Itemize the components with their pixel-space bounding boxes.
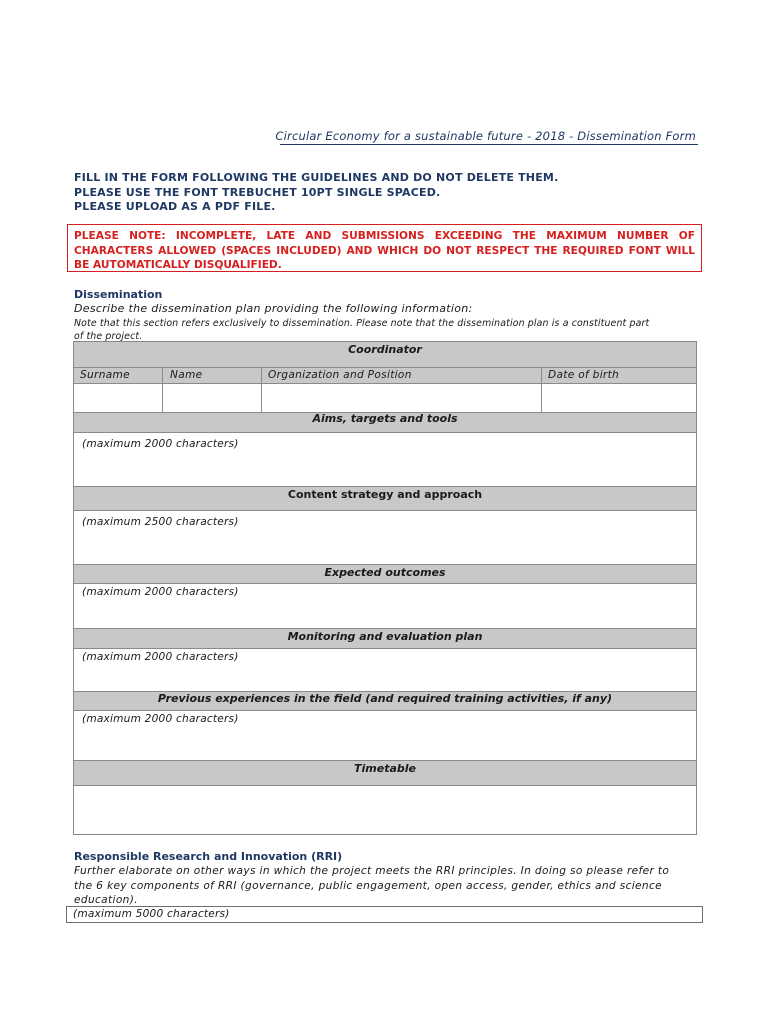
- guideline-line: PLEASE USE THE FONT TREBUCHET 10PT SINGLE SPACED.: [74, 185, 441, 199]
- section-band-expected-outcomes: [74, 565, 696, 584]
- column-divider: [541, 368, 542, 383]
- section-hint: (maximum 2000 characters): [82, 651, 239, 663]
- header-divider: [280, 144, 698, 145]
- section-field-previous-experiences[interactable]: [74, 711, 696, 761]
- section-band-content-strategy: [74, 487, 696, 511]
- column-name: Name: [170, 369, 203, 381]
- section-field-expected-outcomes[interactable]: [74, 584, 696, 629]
- dissemination-heading: Dissemination: [74, 288, 163, 301]
- section-field-monitoring[interactable]: [74, 649, 696, 692]
- coordinator-band: [74, 342, 696, 368]
- column-surname: Surname: [80, 369, 130, 381]
- rri-description-line: the 6 key components of RRI (governance, public engagement, open access, gender, ethics and science: [74, 879, 663, 892]
- surname-field[interactable]: [74, 384, 162, 412]
- disqualification-notice: PLEASE NOTE: INCOMPLETE, LATE AND SUBMISSIONS EXCEEDING THE MAXIMUM NUMBER OF CHARACTERS ALLOWED (SPACES INCLUDED) AND WHICH DO NOT RESPECT THE REQUIRED FONT WILL BE AUTOMATICALLY DISQUALIFIED.: [67, 224, 702, 272]
- column-organization: Organization and Position: [268, 369, 412, 381]
- column-divider: [162, 368, 163, 383]
- form-header-title: Circular Economy for a sustainable future - 2018 - Dissemination Form: [275, 129, 696, 143]
- dissemination-form-table: [73, 341, 697, 835]
- guidelines-block: [74, 171, 558, 215]
- rri-description-line: Further elaborate on other ways in which the project meets the RRI principles. In doing so please refer to: [74, 865, 670, 877]
- section-title: Timetable: [354, 762, 416, 775]
- date-of-birth-field[interactable]: [542, 384, 696, 412]
- rri-field[interactable]: [66, 906, 703, 923]
- coordinator-input-row: [74, 384, 696, 413]
- rri-hint: (maximum 5000 characters): [73, 908, 230, 920]
- name-field[interactable]: [163, 384, 261, 412]
- rri-description: [74, 864, 698, 908]
- rri-heading: Responsible Research and Innovation (RRI): [74, 850, 343, 863]
- dissemination-note-line: Note that this section refers exclusively to dissemination. Please note that the dissemination plan is a constituent part: [74, 318, 650, 329]
- section-field-timetable[interactable]: [74, 786, 696, 834]
- section-hint: (maximum 2000 characters): [82, 586, 239, 598]
- rri-description-line: education).: [74, 894, 138, 906]
- column-date-of-birth: Date of birth: [548, 369, 620, 381]
- section-hint: (maximum 2500 characters): [82, 516, 239, 528]
- dissemination-description: Describe the dissemination plan providing the following information:: [74, 302, 473, 315]
- section-band-monitoring: [74, 629, 696, 649]
- coordinator-title: Coordinator: [348, 343, 422, 356]
- section-band-previous-experiences: [74, 692, 696, 711]
- section-hint: (maximum 2000 characters): [82, 713, 239, 725]
- section-title: Monitoring and evaluation plan: [287, 630, 483, 643]
- coordinator-columns-row: [74, 368, 696, 384]
- section-title: Aims, targets and tools: [312, 412, 458, 425]
- section-band-timetable: [74, 761, 696, 786]
- guideline-line: FILL IN THE FORM FOLLOWING THE GUIDELINES AND DO NOT DELETE THEM.: [74, 171, 559, 184]
- section-field-aims[interactable]: [74, 433, 696, 487]
- section-title: Content strategy and approach: [287, 488, 483, 501]
- section-title: Expected outcomes: [324, 566, 446, 579]
- section-band-aims: [74, 413, 696, 433]
- section-field-content-strategy[interactable]: [74, 511, 696, 565]
- section-hint: (maximum 2000 characters): [82, 438, 239, 450]
- dissemination-note: [74, 317, 649, 343]
- column-divider: [261, 368, 262, 383]
- dissemination-note-line: of the project.: [74, 331, 143, 342]
- guideline-line: PLEASE UPLOAD AS A PDF FILE.: [74, 200, 276, 213]
- organization-field[interactable]: [262, 384, 541, 412]
- section-title: Previous experiences in the field (and required training activities, if any): [157, 692, 613, 705]
